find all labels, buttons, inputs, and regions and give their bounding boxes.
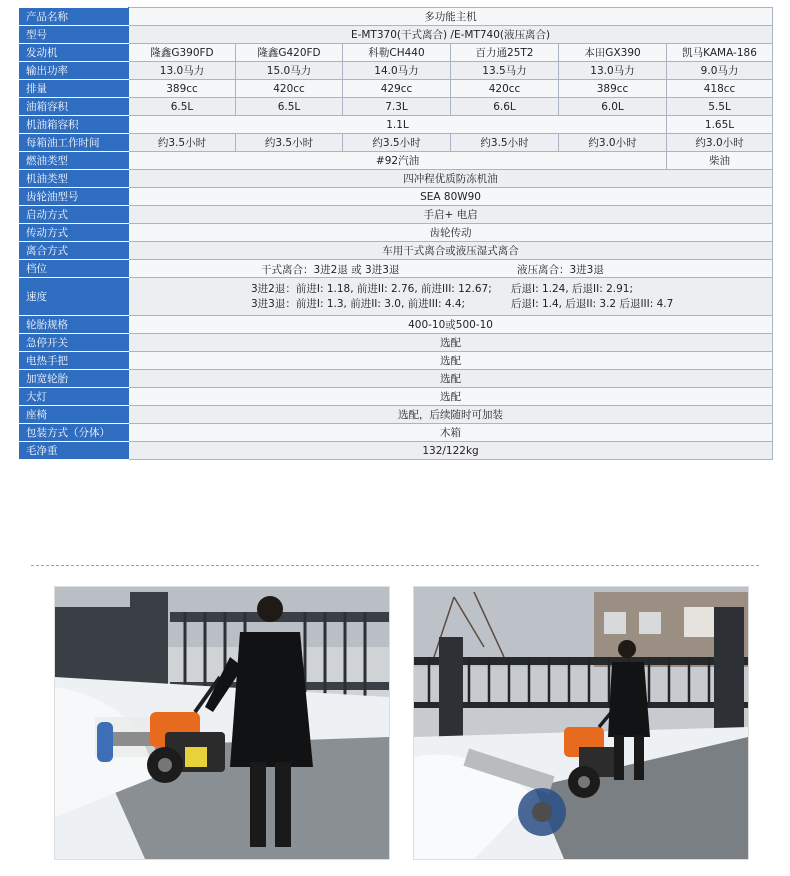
label-gear-oil: 齿轮油型号 [20, 188, 129, 206]
label-heated-handle: 电热手把 [20, 352, 129, 370]
label-work-time: 每箱油工作时间 [20, 134, 129, 152]
row-headlight [20, 388, 773, 406]
row-gears [20, 260, 773, 278]
label-oil-tank: 机油箱容积 [20, 116, 129, 134]
row-heated-handle [20, 352, 773, 370]
row-drive [20, 224, 773, 242]
value-fuel-type-main: #92汽油 [129, 152, 667, 170]
work-time-cell: 约3.5小时 [129, 134, 236, 152]
label-seat: 座椅 [20, 406, 129, 424]
value-oil-tank-main: 1.1L [129, 116, 667, 134]
work-time-cell: 约3.0小时 [559, 134, 667, 152]
displacement-cell: 418cc [667, 80, 773, 98]
value-speed [129, 278, 773, 316]
value-clutch: 车用干式离合或液压湿式离合 [129, 242, 773, 260]
speed-3f2r-forward: 3进2退：前进I: 1.18, 前进II: 2.76, 前进III: 12.67; [251, 282, 492, 295]
fuel-tank-cell: 6.6L [451, 98, 559, 116]
fuel-tank-cell: 6.0L [559, 98, 667, 116]
label-oil-type: 机油类型 [20, 170, 129, 188]
displacement-cell: 429cc [343, 80, 451, 98]
row-gear-oil [20, 188, 773, 206]
gears-dry-clutch: 干式离合：3进2退 或 3进3退 [261, 264, 400, 276]
row-start [20, 206, 773, 224]
value-start: 手启+ 电启 [129, 206, 773, 224]
label-start: 启动方式 [20, 206, 129, 224]
value-wide-tire: 选配 [129, 370, 773, 388]
speed-3f3r-reverse: 后退I: 1.4, 后退II: 3.2 后退III: 4.7 [511, 297, 674, 310]
row-oil-tank [20, 116, 773, 134]
label-gears: 档位 [20, 260, 129, 278]
label-headlight: 大灯 [20, 388, 129, 406]
label-wide-tire: 加宽轮胎 [20, 370, 129, 388]
value-heated-handle: 选配 [129, 352, 773, 370]
power-cell: 13.0马力 [559, 62, 667, 80]
value-model: E-MT370(干式离合) /E-MT740(液压离合) [129, 26, 773, 44]
fuel-tank-cell: 5.5L [667, 98, 773, 116]
row-packing [20, 424, 773, 442]
row-weight [20, 442, 773, 460]
value-weight: 132/122kg [129, 442, 773, 460]
speed-3f2r-reverse: 后退I: 1.24, 后退II: 2.91; [511, 282, 634, 295]
power-cell: 15.0马力 [236, 62, 343, 80]
gears-hydraulic-clutch: 液压离合：3进3退 [517, 264, 604, 276]
power-cell: 13.0马力 [129, 62, 236, 80]
row-speed [20, 278, 773, 316]
work-time-cell: 约3.0小时 [667, 134, 773, 152]
row-work-time [20, 134, 773, 152]
label-speed: 速度 [20, 278, 129, 316]
label-fuel-type: 燃油类型 [20, 152, 129, 170]
value-seat: 选配，后续随时可加装 [129, 406, 773, 424]
value-fuel-type-last: 柴油 [667, 152, 773, 170]
row-model [20, 26, 773, 44]
value-gear-oil: SEA 80W90 [129, 188, 773, 206]
label-clutch: 离合方式 [20, 242, 129, 260]
photo-snow-sweeping-right [413, 586, 749, 860]
row-seat [20, 406, 773, 424]
value-drive: 齿轮传动 [129, 224, 773, 242]
label-weight: 毛净重 [20, 442, 129, 460]
photo-snow-sweeping-left [54, 586, 390, 860]
work-time-cell: 约3.5小时 [451, 134, 559, 152]
speed-3f3r-forward: 3进3退：前进I: 1.3, 前进II: 3.0, 前进III: 4.4; [251, 297, 466, 310]
row-displacement [20, 80, 773, 98]
dashed-divider [31, 565, 759, 566]
displacement-cell: 389cc [559, 80, 667, 98]
fuel-tank-cell: 6.5L [129, 98, 236, 116]
label-drive: 传动方式 [20, 224, 129, 242]
value-oil-type: 四冲程优质防冻机油 [129, 170, 773, 188]
row-fuel-tank [20, 98, 773, 116]
engine-cell: 隆鑫G390FD [129, 44, 236, 62]
row-engine [20, 44, 773, 62]
work-time-cell: 约3.5小时 [343, 134, 451, 152]
label-fuel-tank: 油箱容积 [20, 98, 129, 116]
label-product-name: 产品名称 [20, 8, 129, 26]
value-packing: 木箱 [129, 424, 773, 442]
row-emergency-stop [20, 334, 773, 352]
displacement-cell: 420cc [451, 80, 559, 98]
label-displacement: 排量 [20, 80, 129, 98]
value-headlight: 选配 [129, 388, 773, 406]
label-power: 输出功率 [20, 62, 129, 80]
engine-cell: 隆鑫G420FD [236, 44, 343, 62]
fuel-tank-cell: 7.3L [343, 98, 451, 116]
engine-cell: 凯马KAMA-186 [667, 44, 773, 62]
row-tire [20, 316, 773, 334]
spec-table [19, 7, 773, 460]
label-packing: 包装方式（分体） [20, 424, 129, 442]
label-engine: 发动机 [20, 44, 129, 62]
row-product-name [20, 8, 773, 26]
power-cell: 13.5马力 [451, 62, 559, 80]
row-clutch [20, 242, 773, 260]
engine-cell: 科勒CH440 [343, 44, 451, 62]
power-cell: 14.0马力 [343, 62, 451, 80]
label-emergency-stop: 急停开关 [20, 334, 129, 352]
row-oil-type [20, 170, 773, 188]
value-gears [129, 260, 773, 278]
row-fuel-type [20, 152, 773, 170]
engine-cell: 本田GX390 [559, 44, 667, 62]
label-model: 型号 [20, 26, 129, 44]
value-tire: 400-10或500-10 [129, 316, 773, 334]
value-emergency-stop: 选配 [129, 334, 773, 352]
power-cell: 9.0马力 [667, 62, 773, 80]
work-time-cell: 约3.5小时 [236, 134, 343, 152]
displacement-cell: 420cc [236, 80, 343, 98]
row-power [20, 62, 773, 80]
label-tire: 轮胎规格 [20, 316, 129, 334]
displacement-cell: 389cc [129, 80, 236, 98]
row-wide-tire [20, 370, 773, 388]
value-product-name: 多功能主机 [129, 8, 773, 26]
fuel-tank-cell: 6.5L [236, 98, 343, 116]
value-oil-tank-last: 1.65L [667, 116, 773, 134]
engine-cell: 百力通25T2 [451, 44, 559, 62]
